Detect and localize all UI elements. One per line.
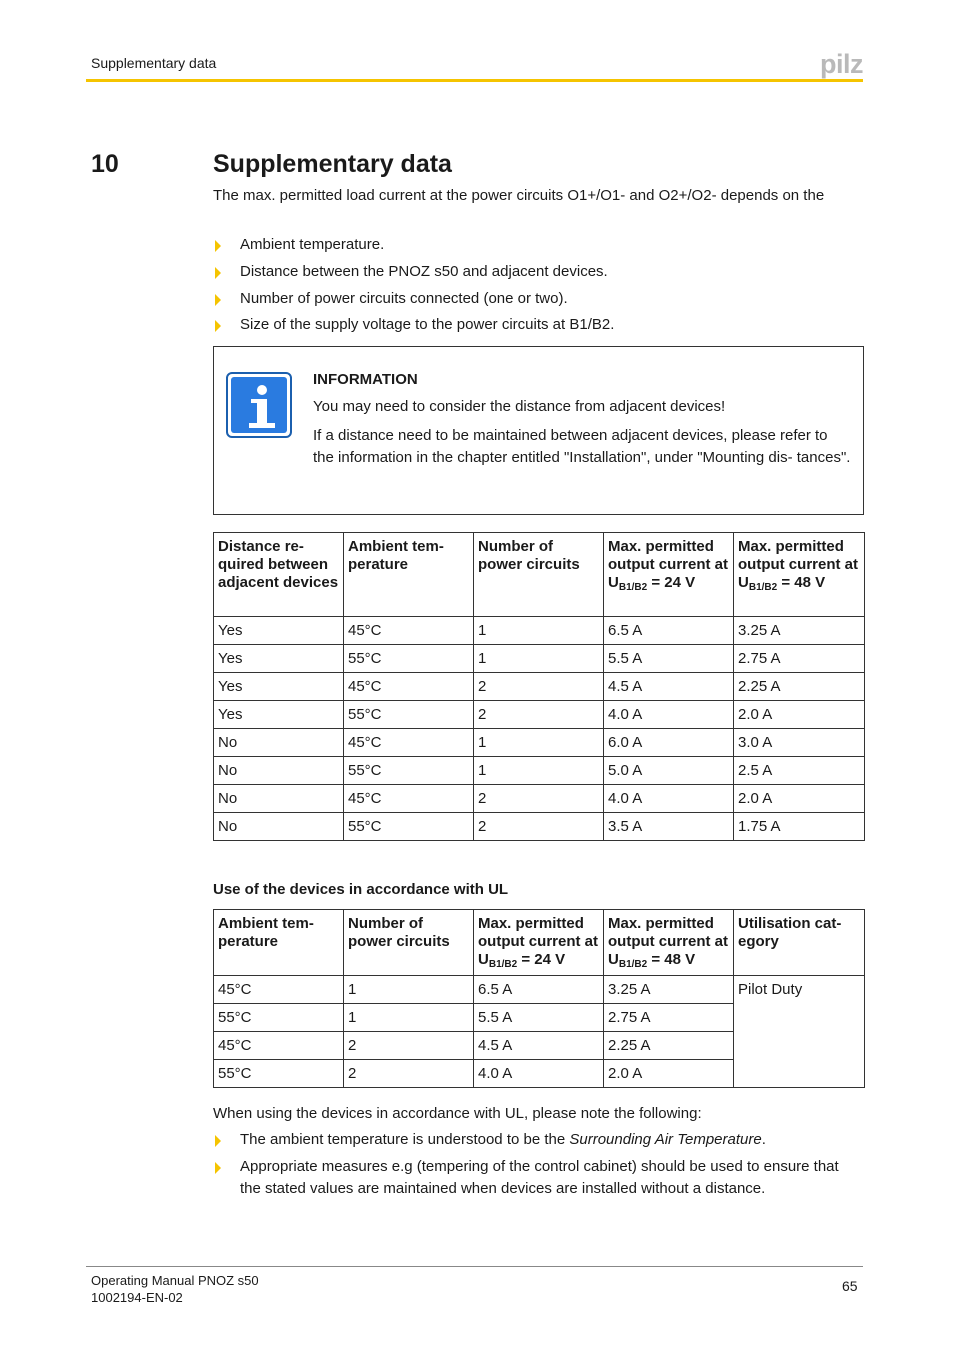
header-rule xyxy=(86,79,863,82)
list-item: The ambient temperature is understood to be the Surrounding Air Temperature. xyxy=(213,1129,853,1151)
column-header: Max. permitted output current at $U_{B1/B2} = 24$ V xyxy=(474,910,604,976)
table-cell: 2.5 A xyxy=(734,757,865,785)
table-cell: 4.5 A xyxy=(474,1032,604,1060)
table-cell: No xyxy=(214,813,344,841)
table-cell: No xyxy=(214,757,344,785)
column-header: Distance re- quired between adjacent devices xyxy=(214,533,344,617)
running-header-title: Supplementary data xyxy=(91,55,217,71)
table-cell: 4.0 A xyxy=(474,1060,604,1088)
section-heading: Use of the devices in accordance with UL xyxy=(213,881,509,898)
table-cell: 1 xyxy=(474,757,604,785)
chapter-number: 10 xyxy=(91,150,119,178)
table-cell: 55°C xyxy=(344,701,474,729)
table-cell: 5.5 A xyxy=(604,645,734,673)
column-header: Max. permitted output current at $U_{B1/B2} = 48$ V xyxy=(604,910,734,976)
column-header: Ambient tem- perature xyxy=(214,910,344,976)
chapter-title: Supplementary data xyxy=(213,150,452,178)
table-header-row xyxy=(214,533,865,617)
ul-table xyxy=(213,909,865,1088)
footer-manual-title: Operating Manual PNOZ s50 xyxy=(91,1273,259,1288)
column-header: Max. permitted output current at $U_{B1/B2} = 24$ V xyxy=(604,533,734,617)
table-cell: 3.25 A xyxy=(734,617,865,645)
column-header: Ambient tem- perature xyxy=(344,533,474,617)
table-cell: 45°C xyxy=(344,729,474,757)
table-cell: 55°C xyxy=(344,813,474,841)
table-row xyxy=(214,673,865,701)
table-cell: 6.5 A xyxy=(474,976,604,1004)
bullet-arrow-icon xyxy=(215,1135,221,1147)
table-cell: 5.0 A xyxy=(604,757,734,785)
table-cell: Yes xyxy=(214,617,344,645)
table-cell: 1.75 A xyxy=(734,813,865,841)
table-row xyxy=(214,701,865,729)
table-cell: 1 xyxy=(344,1004,474,1032)
table-header-row xyxy=(214,910,865,976)
list-item: Size of the supply voltage to the power circuits at B1/B2. xyxy=(213,314,853,336)
column-header: Number of power circuits xyxy=(474,533,604,617)
table-row xyxy=(214,645,865,673)
table-cell: 4.0 A xyxy=(604,701,734,729)
table-cell: 3.5 A xyxy=(604,813,734,841)
table-cell: Yes xyxy=(214,701,344,729)
table-row xyxy=(214,729,865,757)
ul-note: When using the devices in accordance with UL, please note the following: xyxy=(213,1105,702,1122)
table-cell: 1 xyxy=(344,976,474,1004)
list-item: Appropriate measures e.g (tempering of the control cabinet) should be used to ensure that the stated values are maintained when devices are installed without a distance. xyxy=(213,1156,853,1200)
table-cell: 45°C xyxy=(344,785,474,813)
table-row xyxy=(214,785,865,813)
table-cell: 2 xyxy=(344,1060,474,1088)
table-cell: 2.0 A xyxy=(734,701,865,729)
table-cell: 4.5 A xyxy=(604,673,734,701)
table-cell: 4.0 A xyxy=(604,785,734,813)
table-cell: 2.0 A xyxy=(604,1060,734,1088)
table-cell: 2 xyxy=(474,673,604,701)
table-cell: 55°C xyxy=(344,645,474,673)
table-cell: No xyxy=(214,785,344,813)
bullet-arrow-icon xyxy=(215,320,221,332)
list-item: Ambient temperature. xyxy=(213,234,853,256)
table-row xyxy=(214,757,865,785)
table-cell: 45°C xyxy=(344,617,474,645)
table-cell: 55°C xyxy=(214,1060,344,1088)
table-cell: 2 xyxy=(474,785,604,813)
list-item: Number of power circuits connected (one or two). xyxy=(213,288,853,310)
table-cell: 6.0 A xyxy=(604,729,734,757)
table-cell: 3.0 A xyxy=(734,729,865,757)
table-cell: 3.25 A xyxy=(604,976,734,1004)
table-cell: No xyxy=(214,729,344,757)
table-cell: Yes xyxy=(214,645,344,673)
page-number: 65 xyxy=(842,1278,858,1294)
column-header: Utilisation cat- egory xyxy=(734,910,865,976)
table-row xyxy=(214,617,865,645)
list-item: Distance between the PNOZ s50 and adjacent devices. xyxy=(213,261,853,283)
bullet-arrow-icon xyxy=(215,294,221,306)
information-box xyxy=(213,346,864,515)
table-row xyxy=(214,976,865,1004)
utilisation-category-cell: Pilot Duty xyxy=(734,976,865,1088)
table-cell: 1 xyxy=(474,645,604,673)
column-header: Max. permitted output current at $U_{B1/B2} = 48$ V xyxy=(734,533,865,617)
table-cell: 2.0 A xyxy=(734,785,865,813)
table-cell: Yes xyxy=(214,673,344,701)
table-cell: 2.75 A xyxy=(734,645,865,673)
table-cell: 2 xyxy=(474,813,604,841)
table-cell: 2 xyxy=(344,1032,474,1060)
footer-doc-id: 1002194-EN-02 xyxy=(91,1290,183,1305)
footer-rule xyxy=(86,1266,863,1267)
pilz-logo: pilz xyxy=(820,49,863,79)
column-header: Number of power circuits xyxy=(344,910,474,976)
table-row xyxy=(214,813,865,841)
table-cell: 55°C xyxy=(214,1004,344,1032)
bullet-arrow-icon xyxy=(215,267,221,279)
bullet-arrow-icon xyxy=(215,1162,221,1174)
table-cell: 45°C xyxy=(214,976,344,1004)
info-heading: INFORMATION xyxy=(313,371,418,388)
table-cell: 45°C xyxy=(344,673,474,701)
info-icon xyxy=(226,372,292,438)
table-cell: 55°C xyxy=(344,757,474,785)
intro-paragraph: The max. permitted load current at the power circuits O1+/O1- and O2+/O2- depends on the xyxy=(213,187,825,204)
table-cell: 6.5 A xyxy=(604,617,734,645)
bullet-arrow-icon xyxy=(215,240,221,252)
table-cell: 2.75 A xyxy=(604,1004,734,1032)
table-cell: 45°C xyxy=(214,1032,344,1060)
info-text: If a distance need to be maintained between adjacent devices, please refer to the information in the chapter entitled "Installation", under "Mounting dis- tances". xyxy=(313,427,851,466)
table-cell: 2.25 A xyxy=(604,1032,734,1060)
table-cell: 2 xyxy=(474,701,604,729)
info-text: You may need to consider the distance from adjacent devices! xyxy=(313,398,726,415)
table-cell: 1 xyxy=(474,729,604,757)
table-cell: 5.5 A xyxy=(474,1004,604,1032)
table-cell: 2.25 A xyxy=(734,673,865,701)
table-cell: 1 xyxy=(474,617,604,645)
current-table xyxy=(213,532,865,841)
